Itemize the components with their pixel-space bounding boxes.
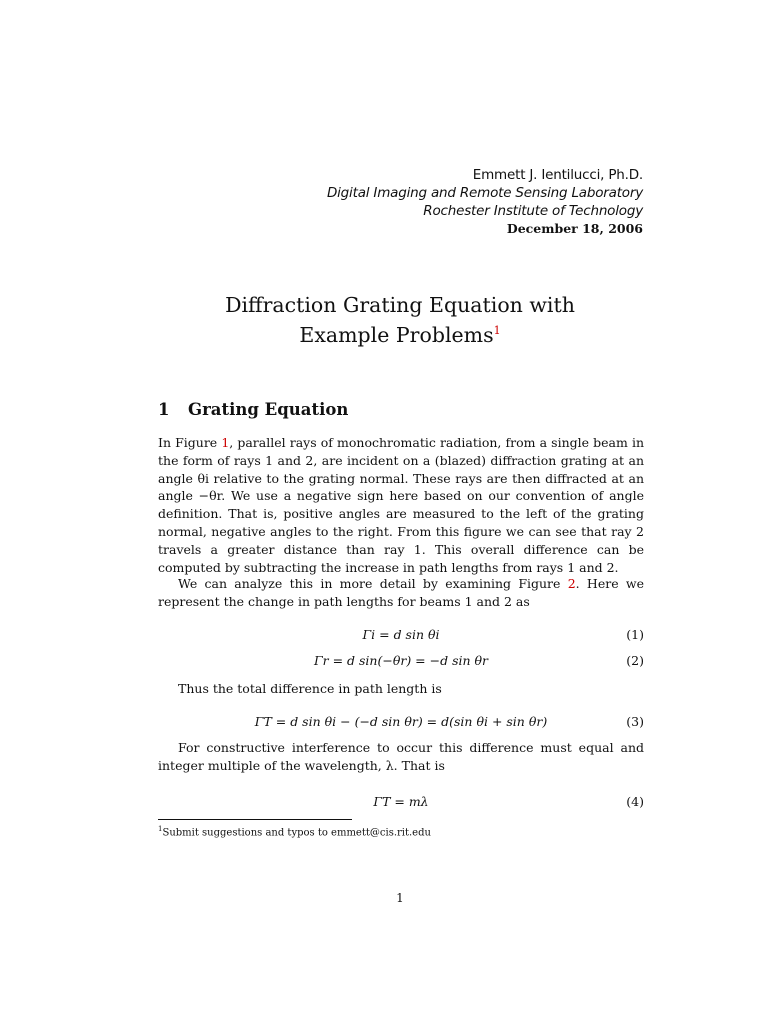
figure-ref-2[interactable]: 2 <box>567 576 576 591</box>
title-line-1: Diffraction Grating Equation with <box>225 293 575 317</box>
paragraph-2-text-b: . Here we represent the change in path lengths for beams 1 and 2 as <box>158 576 644 609</box>
paragraph-1-text-b: , parallel rays of monochromatic radiation, from a single beam in the form of rays 1 and 2, are incident on a (blazed) diffraction grating at an angle θi relative to the grating normal. These rays are then diffracted at an angle −θr. We use a negative sign here based on our convention of angle definition. That is, positive angles are measured to the left of the grating normal, negative angles to the right. From this figure we can see that ray 2 travels a greater distance than ray 1. This overall difference can be computed by subtracting the increase in path lengths from rays 1 and 2. <box>158 435 644 575</box>
author-name: Emmett J. Ientilucci, Ph.D. <box>472 167 643 183</box>
equation-2-expression: Γr = d sin(−θr) = −d sin θr <box>313 653 489 668</box>
equation-2 <box>158 653 644 673</box>
figure-ref-1[interactable]: 1 <box>221 435 230 450</box>
paragraph-3: Thus the total difference in path length is <box>178 681 442 696</box>
footnote-text: Submit suggestions and typos to emmett@cis.rit.edu <box>162 827 431 839</box>
equation-1-expression: Γi = d sin θi <box>362 627 440 642</box>
page-number: 1 <box>396 891 404 905</box>
footnote-mark: 1 <box>158 825 163 833</box>
paragraph-2 <box>158 575 644 611</box>
paragraph-1 <box>158 434 644 576</box>
equation-2-number: (2) <box>626 653 644 668</box>
equation-3-number: (3) <box>626 714 644 729</box>
footnote-rule <box>158 819 352 820</box>
equation-4-expression: ΓT = mλ <box>373 794 429 809</box>
paragraph-4: For constructive interference to occur this difference must equal and integer multiple of the wavelength, λ. That is <box>158 740 644 773</box>
author-block <box>327 166 643 238</box>
section-number: 1 <box>158 400 170 419</box>
title-footnote-mark[interactable]: 1 <box>493 324 501 338</box>
section-title: Grating Equation <box>188 400 349 419</box>
footnote <box>158 822 431 840</box>
equation-3 <box>158 714 644 734</box>
equation-1-number: (1) <box>626 627 644 642</box>
equation-4 <box>158 794 644 814</box>
equation-3-expression: ΓT = d sin θi − (−d sin θr) = d(sin θi + sin θr) <box>254 714 548 729</box>
equation-4-number: (4) <box>626 794 644 809</box>
paragraph-1-text-a: In Figure <box>158 435 222 450</box>
paragraph-2-text-a: We can analyze this in more detail by examining Figure <box>178 576 568 591</box>
author-institution: Rochester Institute of Technology <box>423 203 643 219</box>
author-lab: Digital Imaging and Remote Sensing Laboratory <box>326 185 643 201</box>
section-heading <box>158 400 348 419</box>
document-date: December 18, 2006 <box>506 221 643 236</box>
title-line-2: Example Problems <box>299 323 494 347</box>
equation-1 <box>158 627 644 647</box>
paper-title <box>0 290 768 350</box>
